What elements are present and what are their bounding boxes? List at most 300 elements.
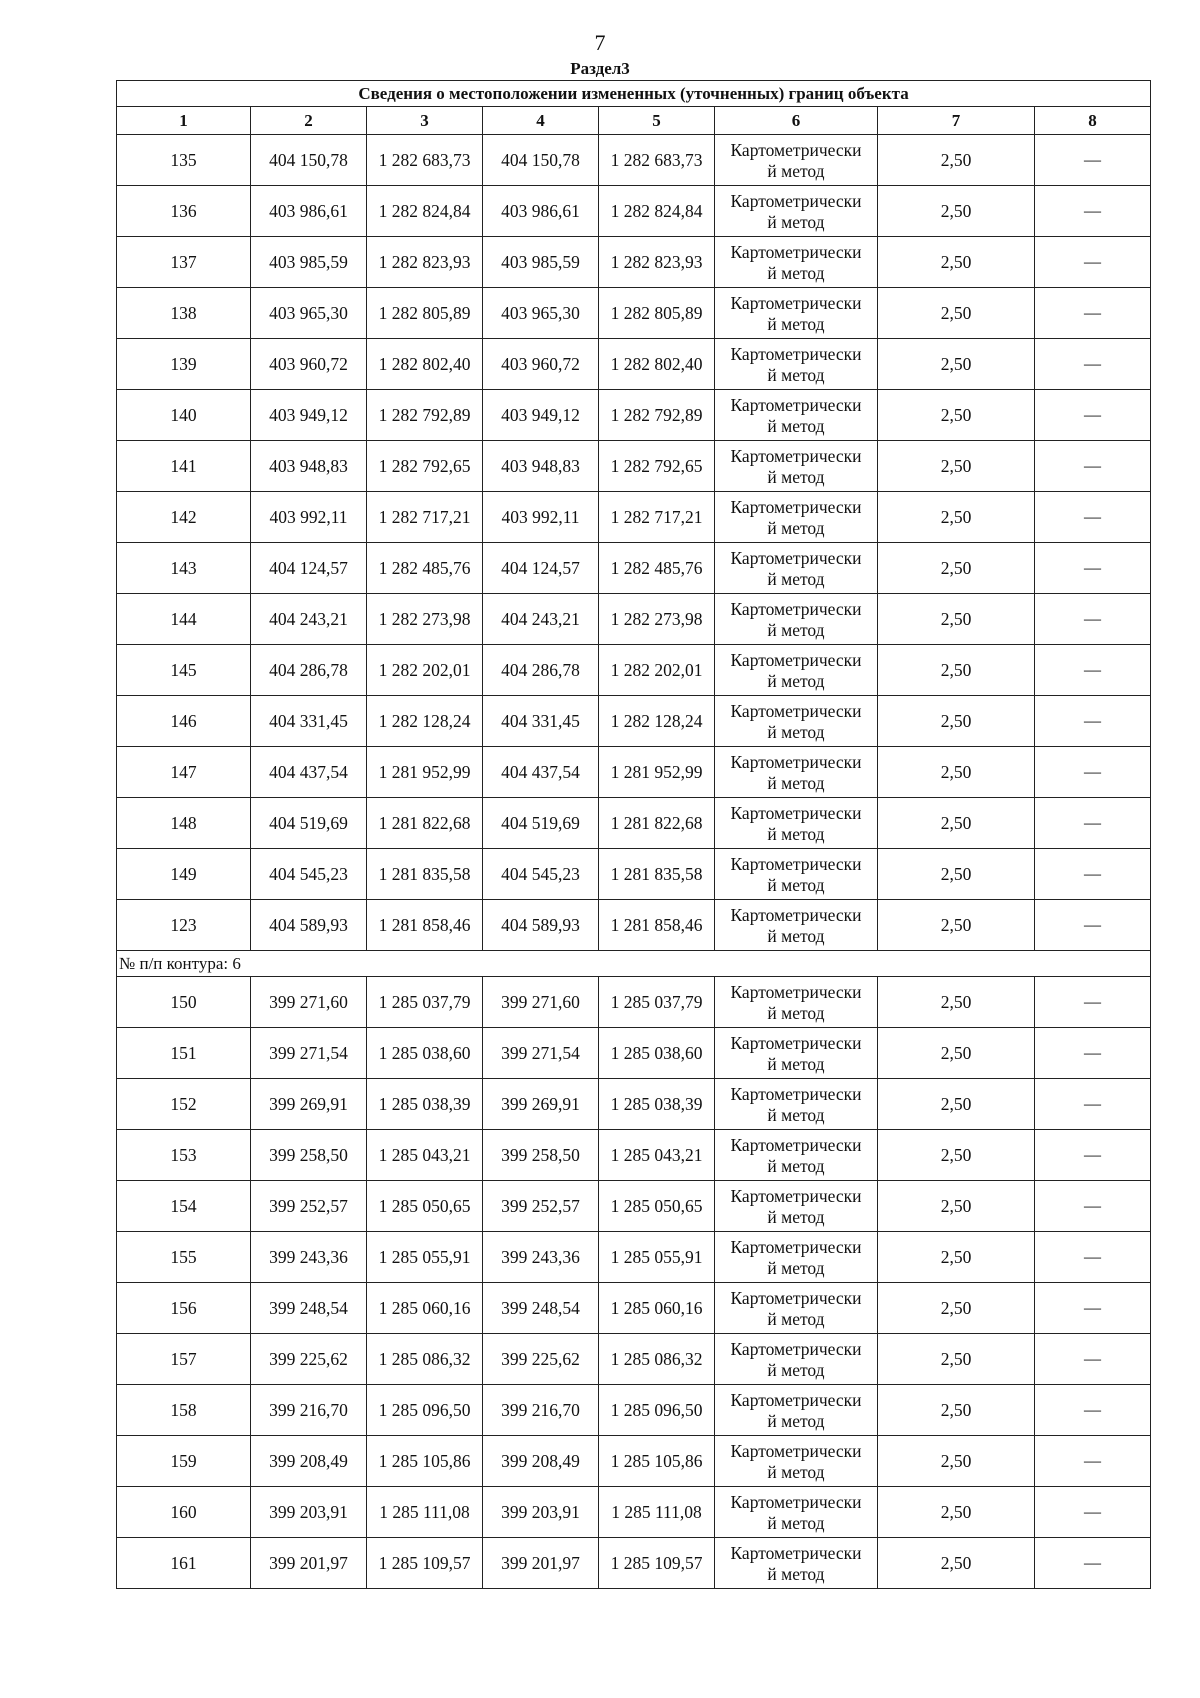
method-line-2: й метод <box>767 1257 825 1278</box>
x-old-cell: 404 589,93 <box>251 900 367 951</box>
x-old-cell: 403 960,72 <box>251 339 367 390</box>
x-old-cell: 403 965,30 <box>251 288 367 339</box>
x-new-cell: 399 216,70 <box>483 1385 599 1436</box>
method-line-1: Картометрически <box>730 1287 862 1308</box>
description-cell: — <box>1035 1487 1151 1538</box>
method-line-2: й метод <box>767 1512 825 1533</box>
table-row <box>117 288 1151 339</box>
table-row <box>117 594 1151 645</box>
y-new-cell: 1 282 717,21 <box>599 492 715 543</box>
table-row <box>117 1232 1151 1283</box>
method-line-2: й метод <box>767 619 825 640</box>
column-number: 4 <box>483 107 599 135</box>
description-cell: — <box>1035 1181 1151 1232</box>
x-old-cell: 399 271,60 <box>251 977 367 1028</box>
table-row <box>117 798 1151 849</box>
method-line-1: Картометрически <box>730 1032 862 1053</box>
x-new-cell: 404 589,93 <box>483 900 599 951</box>
point-number-cell: 151 <box>117 1028 251 1079</box>
y-new-cell: 1 282 805,89 <box>599 288 715 339</box>
method-cell <box>715 339 878 390</box>
precision-cell: 2,50 <box>878 288 1035 339</box>
x-new-cell: 403 986,61 <box>483 186 599 237</box>
method-cell <box>715 390 878 441</box>
point-number-cell: 143 <box>117 543 251 594</box>
method-line-1: Картометрически <box>730 1185 862 1206</box>
y-old-cell: 1 282 792,65 <box>367 441 483 492</box>
method-cell <box>715 186 878 237</box>
point-number-cell: 140 <box>117 390 251 441</box>
point-number-cell: 137 <box>117 237 251 288</box>
x-new-cell: 404 437,54 <box>483 747 599 798</box>
y-old-cell: 1 282 273,98 <box>367 594 483 645</box>
method-line-1: Картометрически <box>730 598 862 619</box>
section-title: Раздел3 <box>570 59 630 78</box>
y-new-cell: 1 285 038,39 <box>599 1079 715 1130</box>
description-cell: — <box>1035 849 1151 900</box>
x-old-cell: 403 986,61 <box>251 186 367 237</box>
table-row <box>117 237 1151 288</box>
method-line-1: Картометрически <box>730 1491 862 1512</box>
y-new-cell: 1 285 050,65 <box>599 1181 715 1232</box>
description-cell: — <box>1035 1436 1151 1487</box>
y-new-cell: 1 282 683,73 <box>599 135 715 186</box>
x-new-cell: 399 252,57 <box>483 1181 599 1232</box>
method-line-1: Картометрически <box>730 496 862 517</box>
method-cell <box>715 977 878 1028</box>
x-old-cell: 403 985,59 <box>251 237 367 288</box>
point-number-cell: 157 <box>117 1334 251 1385</box>
point-number-cell: 141 <box>117 441 251 492</box>
method-line-1: Картометрически <box>730 1338 862 1359</box>
y-old-cell: 1 285 055,91 <box>367 1232 483 1283</box>
contour-label: № п/п контура: 6 <box>117 951 1151 977</box>
y-old-cell: 1 282 485,76 <box>367 543 483 594</box>
y-old-cell: 1 281 952,99 <box>367 747 483 798</box>
method-line-2: й метод <box>767 313 825 334</box>
method-cell <box>715 645 878 696</box>
table-row <box>117 1538 1151 1589</box>
method-line-2: й метод <box>767 1053 825 1074</box>
point-number-cell: 123 <box>117 900 251 951</box>
method-line-2: й метод <box>767 568 825 589</box>
description-cell: — <box>1035 977 1151 1028</box>
x-new-cell: 404 519,69 <box>483 798 599 849</box>
x-old-cell: 403 948,83 <box>251 441 367 492</box>
y-old-cell: 1 285 111,08 <box>367 1487 483 1538</box>
y-old-cell: 1 282 717,21 <box>367 492 483 543</box>
method-line-2: й метод <box>767 262 825 283</box>
description-cell: — <box>1035 1538 1151 1589</box>
y-old-cell: 1 285 105,86 <box>367 1436 483 1487</box>
description-cell: — <box>1035 186 1151 237</box>
method-line-1: Картометрически <box>730 802 862 823</box>
description-cell: — <box>1035 1232 1151 1283</box>
x-old-cell: 399 201,97 <box>251 1538 367 1589</box>
method-line-1: Картометрически <box>730 904 862 925</box>
method-line-2: й метод <box>767 1563 825 1584</box>
method-line-1: Картометрически <box>730 700 862 721</box>
method-line-2: й метод <box>767 415 825 436</box>
point-number-cell: 161 <box>117 1538 251 1589</box>
y-new-cell: 1 282 273,98 <box>599 594 715 645</box>
y-new-cell: 1 282 792,65 <box>599 441 715 492</box>
precision-cell: 2,50 <box>878 1538 1035 1589</box>
precision-cell: 2,50 <box>878 696 1035 747</box>
precision-cell: 2,50 <box>878 1181 1035 1232</box>
method-line-2: й метод <box>767 1206 825 1227</box>
table-row <box>117 135 1151 186</box>
method-line-2: й метод <box>767 823 825 844</box>
contour-label-row <box>117 951 1151 977</box>
precision-cell: 2,50 <box>878 747 1035 798</box>
method-cell <box>715 1538 878 1589</box>
precision-cell: 2,50 <box>878 900 1035 951</box>
y-new-cell: 1 281 822,68 <box>599 798 715 849</box>
method-line-2: й метод <box>767 1461 825 1482</box>
method-line-1: Картометрически <box>730 981 862 1002</box>
column-number: 7 <box>878 107 1035 135</box>
description-cell: — <box>1035 696 1151 747</box>
x-old-cell: 404 150,78 <box>251 135 367 186</box>
description-cell: — <box>1035 237 1151 288</box>
table-title-row <box>117 81 1151 107</box>
table-row <box>117 900 1151 951</box>
table-row <box>117 696 1151 747</box>
method-line-2: й метод <box>767 721 825 742</box>
method-cell <box>715 135 878 186</box>
column-number: 5 <box>599 107 715 135</box>
table-row <box>117 977 1151 1028</box>
x-old-cell: 403 949,12 <box>251 390 367 441</box>
table-row <box>117 747 1151 798</box>
y-new-cell: 1 285 111,08 <box>599 1487 715 1538</box>
table-row <box>117 1079 1151 1130</box>
precision-cell: 2,50 <box>878 186 1035 237</box>
y-old-cell: 1 285 038,39 <box>367 1079 483 1130</box>
table-title: Сведения о местоположении измененных (уточненных) границ объекта <box>117 81 1151 107</box>
x-old-cell: 404 331,45 <box>251 696 367 747</box>
y-new-cell: 1 282 823,93 <box>599 237 715 288</box>
method-cell <box>715 747 878 798</box>
method-line-1: Картометрически <box>730 190 862 211</box>
y-new-cell: 1 285 038,60 <box>599 1028 715 1079</box>
method-line-2: й метод <box>767 517 825 538</box>
method-line-2: й метод <box>767 1359 825 1380</box>
x-old-cell: 399 269,91 <box>251 1079 367 1130</box>
x-new-cell: 403 965,30 <box>483 288 599 339</box>
method-cell <box>715 1028 878 1079</box>
x-new-cell: 399 243,36 <box>483 1232 599 1283</box>
x-new-cell: 404 150,78 <box>483 135 599 186</box>
y-old-cell: 1 285 060,16 <box>367 1283 483 1334</box>
description-cell: — <box>1035 798 1151 849</box>
column-number-row <box>117 107 1151 135</box>
x-old-cell: 404 519,69 <box>251 798 367 849</box>
method-cell <box>715 798 878 849</box>
description-cell: — <box>1035 747 1151 798</box>
method-line-1: Картометрически <box>730 394 862 415</box>
x-new-cell: 404 124,57 <box>483 543 599 594</box>
y-new-cell: 1 285 055,91 <box>599 1232 715 1283</box>
x-new-cell: 399 208,49 <box>483 1436 599 1487</box>
y-old-cell: 1 285 043,21 <box>367 1130 483 1181</box>
description-cell: — <box>1035 492 1151 543</box>
precision-cell: 2,50 <box>878 543 1035 594</box>
point-number-cell: 148 <box>117 798 251 849</box>
x-new-cell: 403 949,12 <box>483 390 599 441</box>
x-old-cell: 399 248,54 <box>251 1283 367 1334</box>
x-new-cell: 399 201,97 <box>483 1538 599 1589</box>
precision-cell: 2,50 <box>878 1079 1035 1130</box>
precision-cell: 2,50 <box>878 977 1035 1028</box>
description-cell: — <box>1035 441 1151 492</box>
x-old-cell: 404 124,57 <box>251 543 367 594</box>
method-line-1: Картометрически <box>730 1542 862 1563</box>
description-cell: — <box>1035 594 1151 645</box>
point-number-cell: 142 <box>117 492 251 543</box>
x-new-cell: 399 269,91 <box>483 1079 599 1130</box>
x-old-cell: 399 258,50 <box>251 1130 367 1181</box>
y-old-cell: 1 282 805,89 <box>367 288 483 339</box>
y-old-cell: 1 285 038,60 <box>367 1028 483 1079</box>
method-cell <box>715 1283 878 1334</box>
table-row <box>117 1181 1151 1232</box>
x-new-cell: 399 258,50 <box>483 1130 599 1181</box>
table-row <box>117 543 1151 594</box>
description-cell: — <box>1035 1334 1151 1385</box>
y-old-cell: 1 285 050,65 <box>367 1181 483 1232</box>
precision-cell: 2,50 <box>878 1283 1035 1334</box>
x-new-cell: 403 992,11 <box>483 492 599 543</box>
method-line-1: Картометрически <box>730 1134 862 1155</box>
method-cell <box>715 1385 878 1436</box>
precision-cell: 2,50 <box>878 1130 1035 1181</box>
y-new-cell: 1 281 858,46 <box>599 900 715 951</box>
y-new-cell: 1 285 086,32 <box>599 1334 715 1385</box>
column-number: 3 <box>367 107 483 135</box>
x-new-cell: 399 248,54 <box>483 1283 599 1334</box>
method-cell <box>715 543 878 594</box>
method-cell <box>715 237 878 288</box>
method-cell <box>715 1232 878 1283</box>
method-cell <box>715 492 878 543</box>
method-cell <box>715 1334 878 1385</box>
description-cell: — <box>1035 1385 1151 1436</box>
table-row <box>117 1385 1151 1436</box>
y-old-cell: 1 282 128,24 <box>367 696 483 747</box>
table-row <box>117 1487 1151 1538</box>
x-old-cell: 403 992,11 <box>251 492 367 543</box>
method-cell <box>715 441 878 492</box>
point-number-cell: 160 <box>117 1487 251 1538</box>
precision-cell: 2,50 <box>878 390 1035 441</box>
x-old-cell: 404 545,23 <box>251 849 367 900</box>
method-cell <box>715 288 878 339</box>
y-old-cell: 1 282 823,93 <box>367 237 483 288</box>
x-old-cell: 399 216,70 <box>251 1385 367 1436</box>
point-number-cell: 156 <box>117 1283 251 1334</box>
method-line-2: й метод <box>767 466 825 487</box>
x-new-cell: 403 948,83 <box>483 441 599 492</box>
y-new-cell: 1 282 792,89 <box>599 390 715 441</box>
x-new-cell: 399 225,62 <box>483 1334 599 1385</box>
precision-cell: 2,50 <box>878 1436 1035 1487</box>
precision-cell: 2,50 <box>878 849 1035 900</box>
x-new-cell: 399 271,60 <box>483 977 599 1028</box>
y-new-cell: 1 282 824,84 <box>599 186 715 237</box>
method-cell <box>715 594 878 645</box>
precision-cell: 2,50 <box>878 1028 1035 1079</box>
method-cell <box>715 696 878 747</box>
precision-cell: 2,50 <box>878 441 1035 492</box>
precision-cell: 2,50 <box>878 1232 1035 1283</box>
description-cell: — <box>1035 339 1151 390</box>
description-cell: — <box>1035 543 1151 594</box>
precision-cell: 2,50 <box>878 492 1035 543</box>
x-new-cell: 404 286,78 <box>483 645 599 696</box>
precision-cell: 2,50 <box>878 135 1035 186</box>
point-number-cell: 135 <box>117 135 251 186</box>
method-line-1: Картометрически <box>730 343 862 364</box>
point-number-cell: 144 <box>117 594 251 645</box>
point-number-cell: 146 <box>117 696 251 747</box>
precision-cell: 2,50 <box>878 1487 1035 1538</box>
x-old-cell: 399 243,36 <box>251 1232 367 1283</box>
x-new-cell: 399 203,91 <box>483 1487 599 1538</box>
description-cell: — <box>1035 1283 1151 1334</box>
method-line-1: Картометрически <box>730 649 862 670</box>
precision-cell: 2,50 <box>878 1385 1035 1436</box>
method-line-2: й метод <box>767 1155 825 1176</box>
method-cell <box>715 1487 878 1538</box>
precision-cell: 2,50 <box>878 237 1035 288</box>
y-new-cell: 1 285 105,86 <box>599 1436 715 1487</box>
x-new-cell: 404 243,21 <box>483 594 599 645</box>
x-old-cell: 404 286,78 <box>251 645 367 696</box>
point-number-cell: 150 <box>117 977 251 1028</box>
x-old-cell: 399 208,49 <box>251 1436 367 1487</box>
column-number: 1 <box>117 107 251 135</box>
y-old-cell: 1 281 822,68 <box>367 798 483 849</box>
y-old-cell: 1 281 858,46 <box>367 900 483 951</box>
method-cell <box>715 1181 878 1232</box>
x-old-cell: 404 243,21 <box>251 594 367 645</box>
point-number-cell: 139 <box>117 339 251 390</box>
method-cell <box>715 849 878 900</box>
x-new-cell: 403 960,72 <box>483 339 599 390</box>
point-number-cell: 158 <box>117 1385 251 1436</box>
method-line-2: й метод <box>767 211 825 232</box>
method-cell <box>715 1436 878 1487</box>
x-old-cell: 399 203,91 <box>251 1487 367 1538</box>
method-line-2: й метод <box>767 1104 825 1125</box>
y-old-cell: 1 281 835,58 <box>367 849 483 900</box>
precision-cell: 2,50 <box>878 339 1035 390</box>
table-row <box>117 339 1151 390</box>
precision-cell: 2,50 <box>878 645 1035 696</box>
y-new-cell: 1 282 802,40 <box>599 339 715 390</box>
y-old-cell: 1 285 109,57 <box>367 1538 483 1589</box>
x-old-cell: 399 225,62 <box>251 1334 367 1385</box>
method-line-1: Картометрически <box>730 751 862 772</box>
point-number-cell: 153 <box>117 1130 251 1181</box>
method-line-2: й метод <box>767 670 825 691</box>
description-cell: — <box>1035 390 1151 441</box>
y-new-cell: 1 285 109,57 <box>599 1538 715 1589</box>
y-old-cell: 1 285 096,50 <box>367 1385 483 1436</box>
method-line-2: й метод <box>767 772 825 793</box>
table-row <box>117 645 1151 696</box>
point-number-cell: 149 <box>117 849 251 900</box>
table-row <box>117 1028 1151 1079</box>
table-row <box>117 492 1151 543</box>
description-cell: — <box>1035 1079 1151 1130</box>
method-line-2: й метод <box>767 1410 825 1431</box>
x-old-cell: 404 437,54 <box>251 747 367 798</box>
table-row <box>117 1334 1151 1385</box>
y-new-cell: 1 285 096,50 <box>599 1385 715 1436</box>
y-old-cell: 1 282 802,40 <box>367 339 483 390</box>
description-cell: — <box>1035 1028 1151 1079</box>
y-new-cell: 1 281 952,99 <box>599 747 715 798</box>
y-new-cell: 1 285 037,79 <box>599 977 715 1028</box>
x-new-cell: 403 985,59 <box>483 237 599 288</box>
method-line-2: й метод <box>767 925 825 946</box>
method-line-2: й метод <box>767 160 825 181</box>
method-line-1: Картометрически <box>730 292 862 313</box>
point-number-cell: 159 <box>117 1436 251 1487</box>
description-cell: — <box>1035 900 1151 951</box>
method-line-1: Картометрически <box>730 1236 862 1257</box>
description-cell: — <box>1035 288 1151 339</box>
method-line-1: Картометрически <box>730 139 862 160</box>
point-number-cell: 136 <box>117 186 251 237</box>
x-old-cell: 399 271,54 <box>251 1028 367 1079</box>
y-old-cell: 1 282 683,73 <box>367 135 483 186</box>
method-line-2: й метод <box>767 1002 825 1023</box>
precision-cell: 2,50 <box>878 1334 1035 1385</box>
x-new-cell: 399 271,54 <box>483 1028 599 1079</box>
table-row <box>117 1283 1151 1334</box>
method-line-2: й метод <box>767 874 825 895</box>
method-cell <box>715 900 878 951</box>
method-line-2: й метод <box>767 1308 825 1329</box>
method-line-2: й метод <box>767 364 825 385</box>
y-new-cell: 1 281 835,58 <box>599 849 715 900</box>
method-line-1: Картометрически <box>730 445 862 466</box>
point-number-cell: 155 <box>117 1232 251 1283</box>
point-number-cell: 145 <box>117 645 251 696</box>
y-old-cell: 1 282 792,89 <box>367 390 483 441</box>
y-old-cell: 1 285 037,79 <box>367 977 483 1028</box>
method-cell <box>715 1130 878 1181</box>
coordinates-table <box>116 80 1151 1589</box>
method-line-1: Картометрически <box>730 241 862 262</box>
table-row <box>117 441 1151 492</box>
method-line-1: Картометрически <box>730 853 862 874</box>
method-line-1: Картометрически <box>730 1389 862 1410</box>
x-new-cell: 404 545,23 <box>483 849 599 900</box>
point-number-cell: 138 <box>117 288 251 339</box>
column-number: 8 <box>1035 107 1151 135</box>
table-row <box>117 1130 1151 1181</box>
method-line-1: Картометрически <box>730 1440 862 1461</box>
precision-cell: 2,50 <box>878 798 1035 849</box>
description-cell: — <box>1035 135 1151 186</box>
point-number-cell: 147 <box>117 747 251 798</box>
page-number: 7 <box>594 30 606 55</box>
